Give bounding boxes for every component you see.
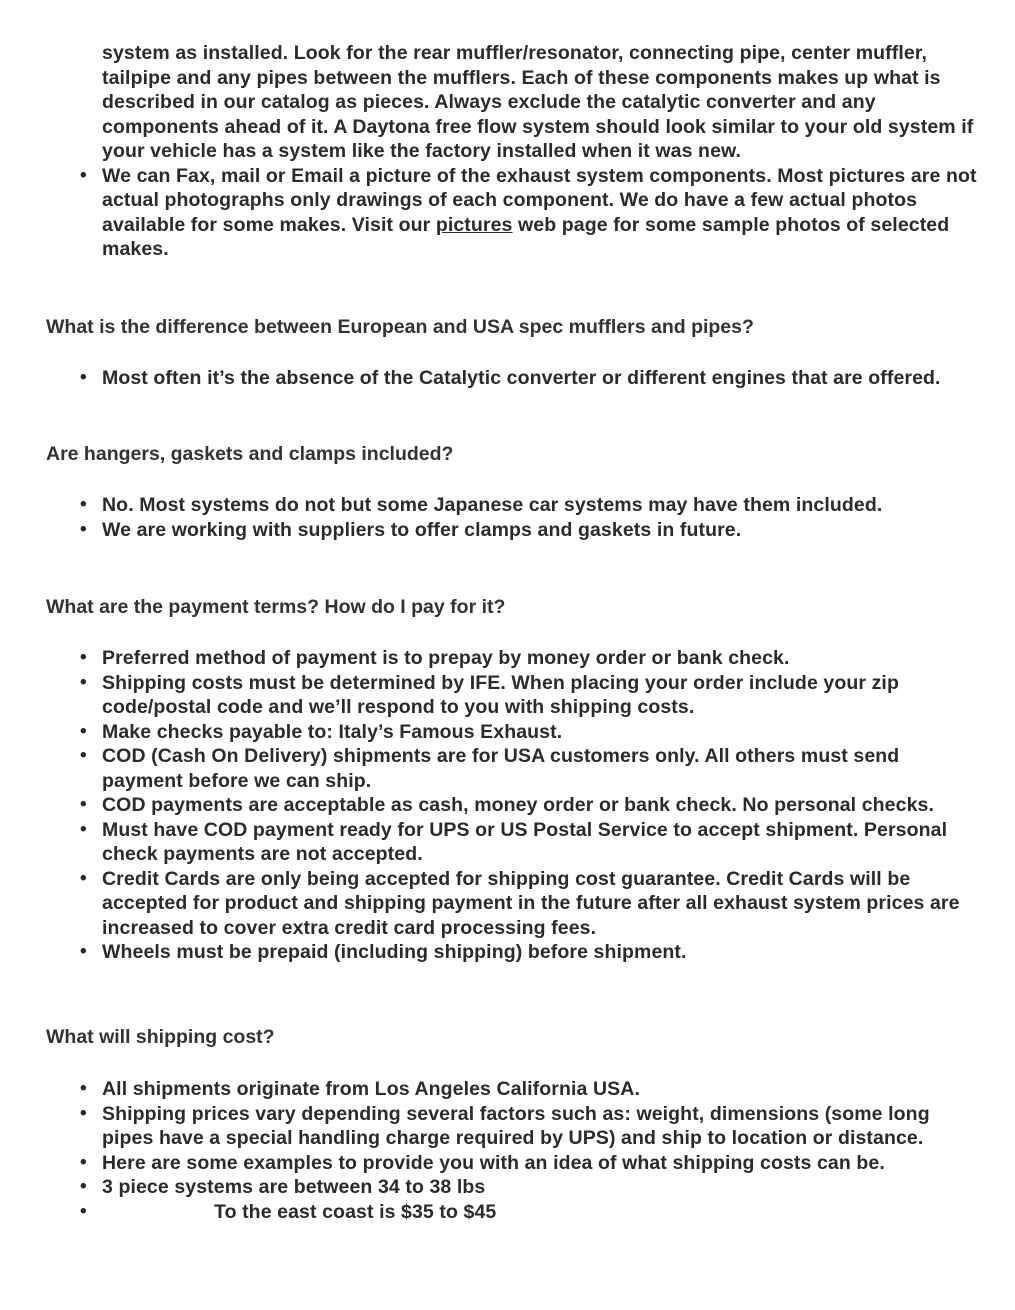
- shipping-answer-item: • 3 piece systems are between 34 to 38 lbs: [102, 1175, 985, 1200]
- payment-question: What are the payment terms? How do I pay for it?: [46, 596, 506, 618]
- payment-answer-item: • COD payments are acceptable as cash, money order or bank check. No personal checks.: [102, 793, 985, 818]
- shipping-question: What will shipping cost?: [46, 1026, 275, 1048]
- intro-list: [0, 41, 1015, 262]
- payment-answer-list: [0, 646, 1015, 965]
- shipping-answer-item: • Shipping prices vary depending several factors such as: weight, dimensions (some long pipes have a special handling charge required by UPS) and ship to location or distance.: [102, 1102, 985, 1151]
- european-answer-item: • Most often it’s the absence of the Catalytic converter or different engines that are offered.: [102, 366, 985, 391]
- fax-picture-bullet: [102, 164, 985, 262]
- shipping-answer-item: • All shipments originate from Los Angeles California USA.: [102, 1077, 985, 1102]
- payment-answer-item: • Preferred method of payment is to prepay by money order or bank check.: [102, 646, 985, 671]
- hangers-answer-item: • No. Most systems do not but some Japanese car systems may have them included.: [102, 493, 985, 518]
- payment-answer-item: • Credit Cards are only being accepted for shipping cost guarantee. Credit Cards will be accepted for product and shipping payment in the future after all exhaust system prices are increased to cover extra credit card processing fees.: [102, 867, 985, 941]
- payment-answer-item: • Make checks payable to: Italy’s Famous Exhaust.: [102, 720, 985, 745]
- payment-answer-item: • Wheels must be prepaid (including shipping) before shipment.: [102, 940, 985, 965]
- intro-continued-text: system as installed. Look for the rear muffler/resonator, connecting pipe, center muffler, tailpipe and any pipes between the mufflers. Each of these components makes up what is described in our catalog as pieces. Always exclude the catalytic converter and any components ahead of it. A Daytona free flow system should look similar to your old system if your vehicle has a system like the factory installed when it was new.: [102, 42, 974, 162]
- pictures-link[interactable]: pictures: [435, 213, 513, 236]
- european-question: What is the difference between European and USA spec mufflers and pipes?: [46, 316, 754, 338]
- payment-answer-item: • Shipping costs must be determined by IFE. When placing your order include your zip code/postal code and we’ll respond to you with shipping costs.: [102, 671, 985, 720]
- payment-answer-item: • Must have COD payment ready for UPS or US Postal Service to accept shipment. Personal check payments are not accepted.: [102, 818, 985, 867]
- shipping-answer-item: • Here are some examples to provide you with an idea of what shipping costs can be.: [102, 1151, 985, 1176]
- fax-bullet-text-after: web page for some sample photos of selected makes.: [102, 213, 950, 260]
- european-answer-list: [0, 366, 1015, 391]
- hangers-answer-list: [0, 493, 1015, 542]
- hangers-answer-item: • We are working with suppliers to offer clamps and gaskets in future.: [102, 518, 985, 543]
- shipping-answer-list: [0, 1077, 1015, 1224]
- payment-answer-item: • COD (Cash On Delivery) shipments are for USA customers only. All others must send payment before we can ship.: [102, 744, 985, 793]
- shipping-east-coast-text: To the east coast is $35 to $45: [214, 1200, 497, 1223]
- hangers-question: Are hangers, gaskets and clamps included?: [46, 443, 454, 465]
- shipping-answer-item: [102, 1200, 985, 1225]
- fax-bullet-text: We can Fax, mail or Email a picture of the exhaust system components. Most pictures are not actual photographs only drawings of each component. We do have a few actual photos available for some makes. Visit our: [102, 164, 977, 236]
